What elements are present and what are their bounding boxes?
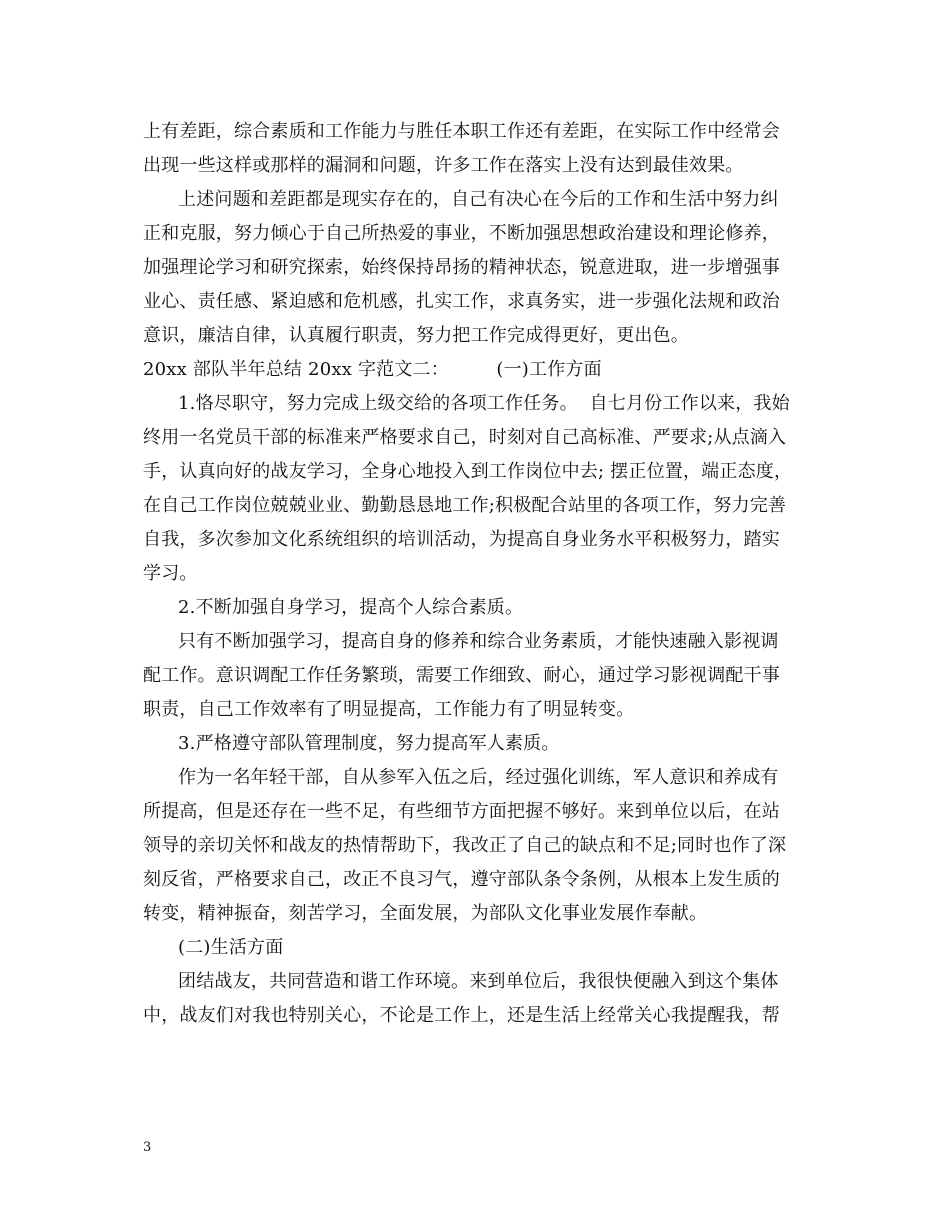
text-line: 业心、责任感、紧迫感和危机感，扎实工作，求真务实，进一步强化法规和政治 [143,291,780,312]
text-line: 职责，自己工作效率有了明显提高，工作能力有了明显转变。 [143,699,635,720]
text-line: 出现一些这样或那样的漏洞和问题，许多工作在落实上没有达到最佳效果。 [143,155,744,176]
page-number: 3 [143,1140,152,1155]
text-line: 所提高，但是还存在一些不足，有些细节方面把握不够好。来到单位以后，在站 [143,801,780,822]
section-heading: 20xx 部队半年总结 20xx 字范文二： (一)工作方面 [143,359,602,380]
text-line: 只有不断加强学习，提高自身的修养和综合业务素质，才能快速融入影视调 [178,631,779,652]
text-line: 手，认真向好的战友学习，全身心地投入到工作岗位中去; 摆正位置，端正态度， [143,461,793,482]
text-line: 3.严格遵守部队管理制度，努力提高军人素质。 [178,733,560,754]
text-line: 团结战友，共同营造和谐工作环境。来到单位后，我很快便融入到这个集体 [178,971,779,992]
text-line: 转变，精神振奋，刻苦学习，全面发展，为部队文化事业发展作奉献。 [143,903,708,924]
text-line: 领导的亲切关怀和战友的热情帮助下，我改正了自己的缺点和不足;同时也作了深 [143,835,787,856]
text-line: 意识，廉洁自律，认真履行职责，努力把工作完成得更好，更出色。 [143,325,689,346]
text-line: 作为一名年轻干部，自从参军入伍之后，经过强化训练，军人意识和养成有 [178,767,779,788]
text-line: 2.不断加强自身学习，提高个人综合素质。 [178,597,524,618]
text-line: 上述问题和差距都是现实存在的，自己有决心在今后的工作和生活中努力纠 [178,189,779,210]
text-line: 在自己工作岗位兢兢业业、勤勤恳恳地工作;积极配合站里的各项工作，努力完善 [143,495,787,516]
text-line: 终用一名党员干部的标准来严格要求自己，时刻对自己高标准、严要求;从点滴入 [143,427,787,448]
text-line: 配工作。意识调配工作任务繁琐，需要工作细致、耐心，通过学习影视调配干事 [143,665,780,686]
text-line: 自我，多次参加文化系统组织的培训活动，为提高自身业务水平积极努力，踏实 [143,529,780,550]
section-heading: (二)生活方面 [178,937,284,958]
text-line: 上有差距，综合素质和工作能力与胜任本职工作还有差距，在实际工作中经常会 [143,121,780,142]
text-line: 刻反省，严格要求自己，改正不良习气，遵守部队条令条例，从根本上发生质的 [143,869,780,890]
text-line: 加强理论学习和研究探索，始终保持昂扬的精神状态，锐意进取，进一步增强事 [143,257,780,278]
text-line: 中，战友们对我也特别关心，不论是工作上，还是生活上经常关心我提醒我，帮 [143,1005,780,1026]
text-line: 1.恪尽职守，努力完成上级交给的各项工作任务。 自七月份工作以来，我始 [178,393,790,414]
text-line: 正和克服，努力倾心于自己所热爱的事业，不断加强思想政治建设和理论修养， [143,223,780,244]
text-line: 学习。 [143,563,198,584]
